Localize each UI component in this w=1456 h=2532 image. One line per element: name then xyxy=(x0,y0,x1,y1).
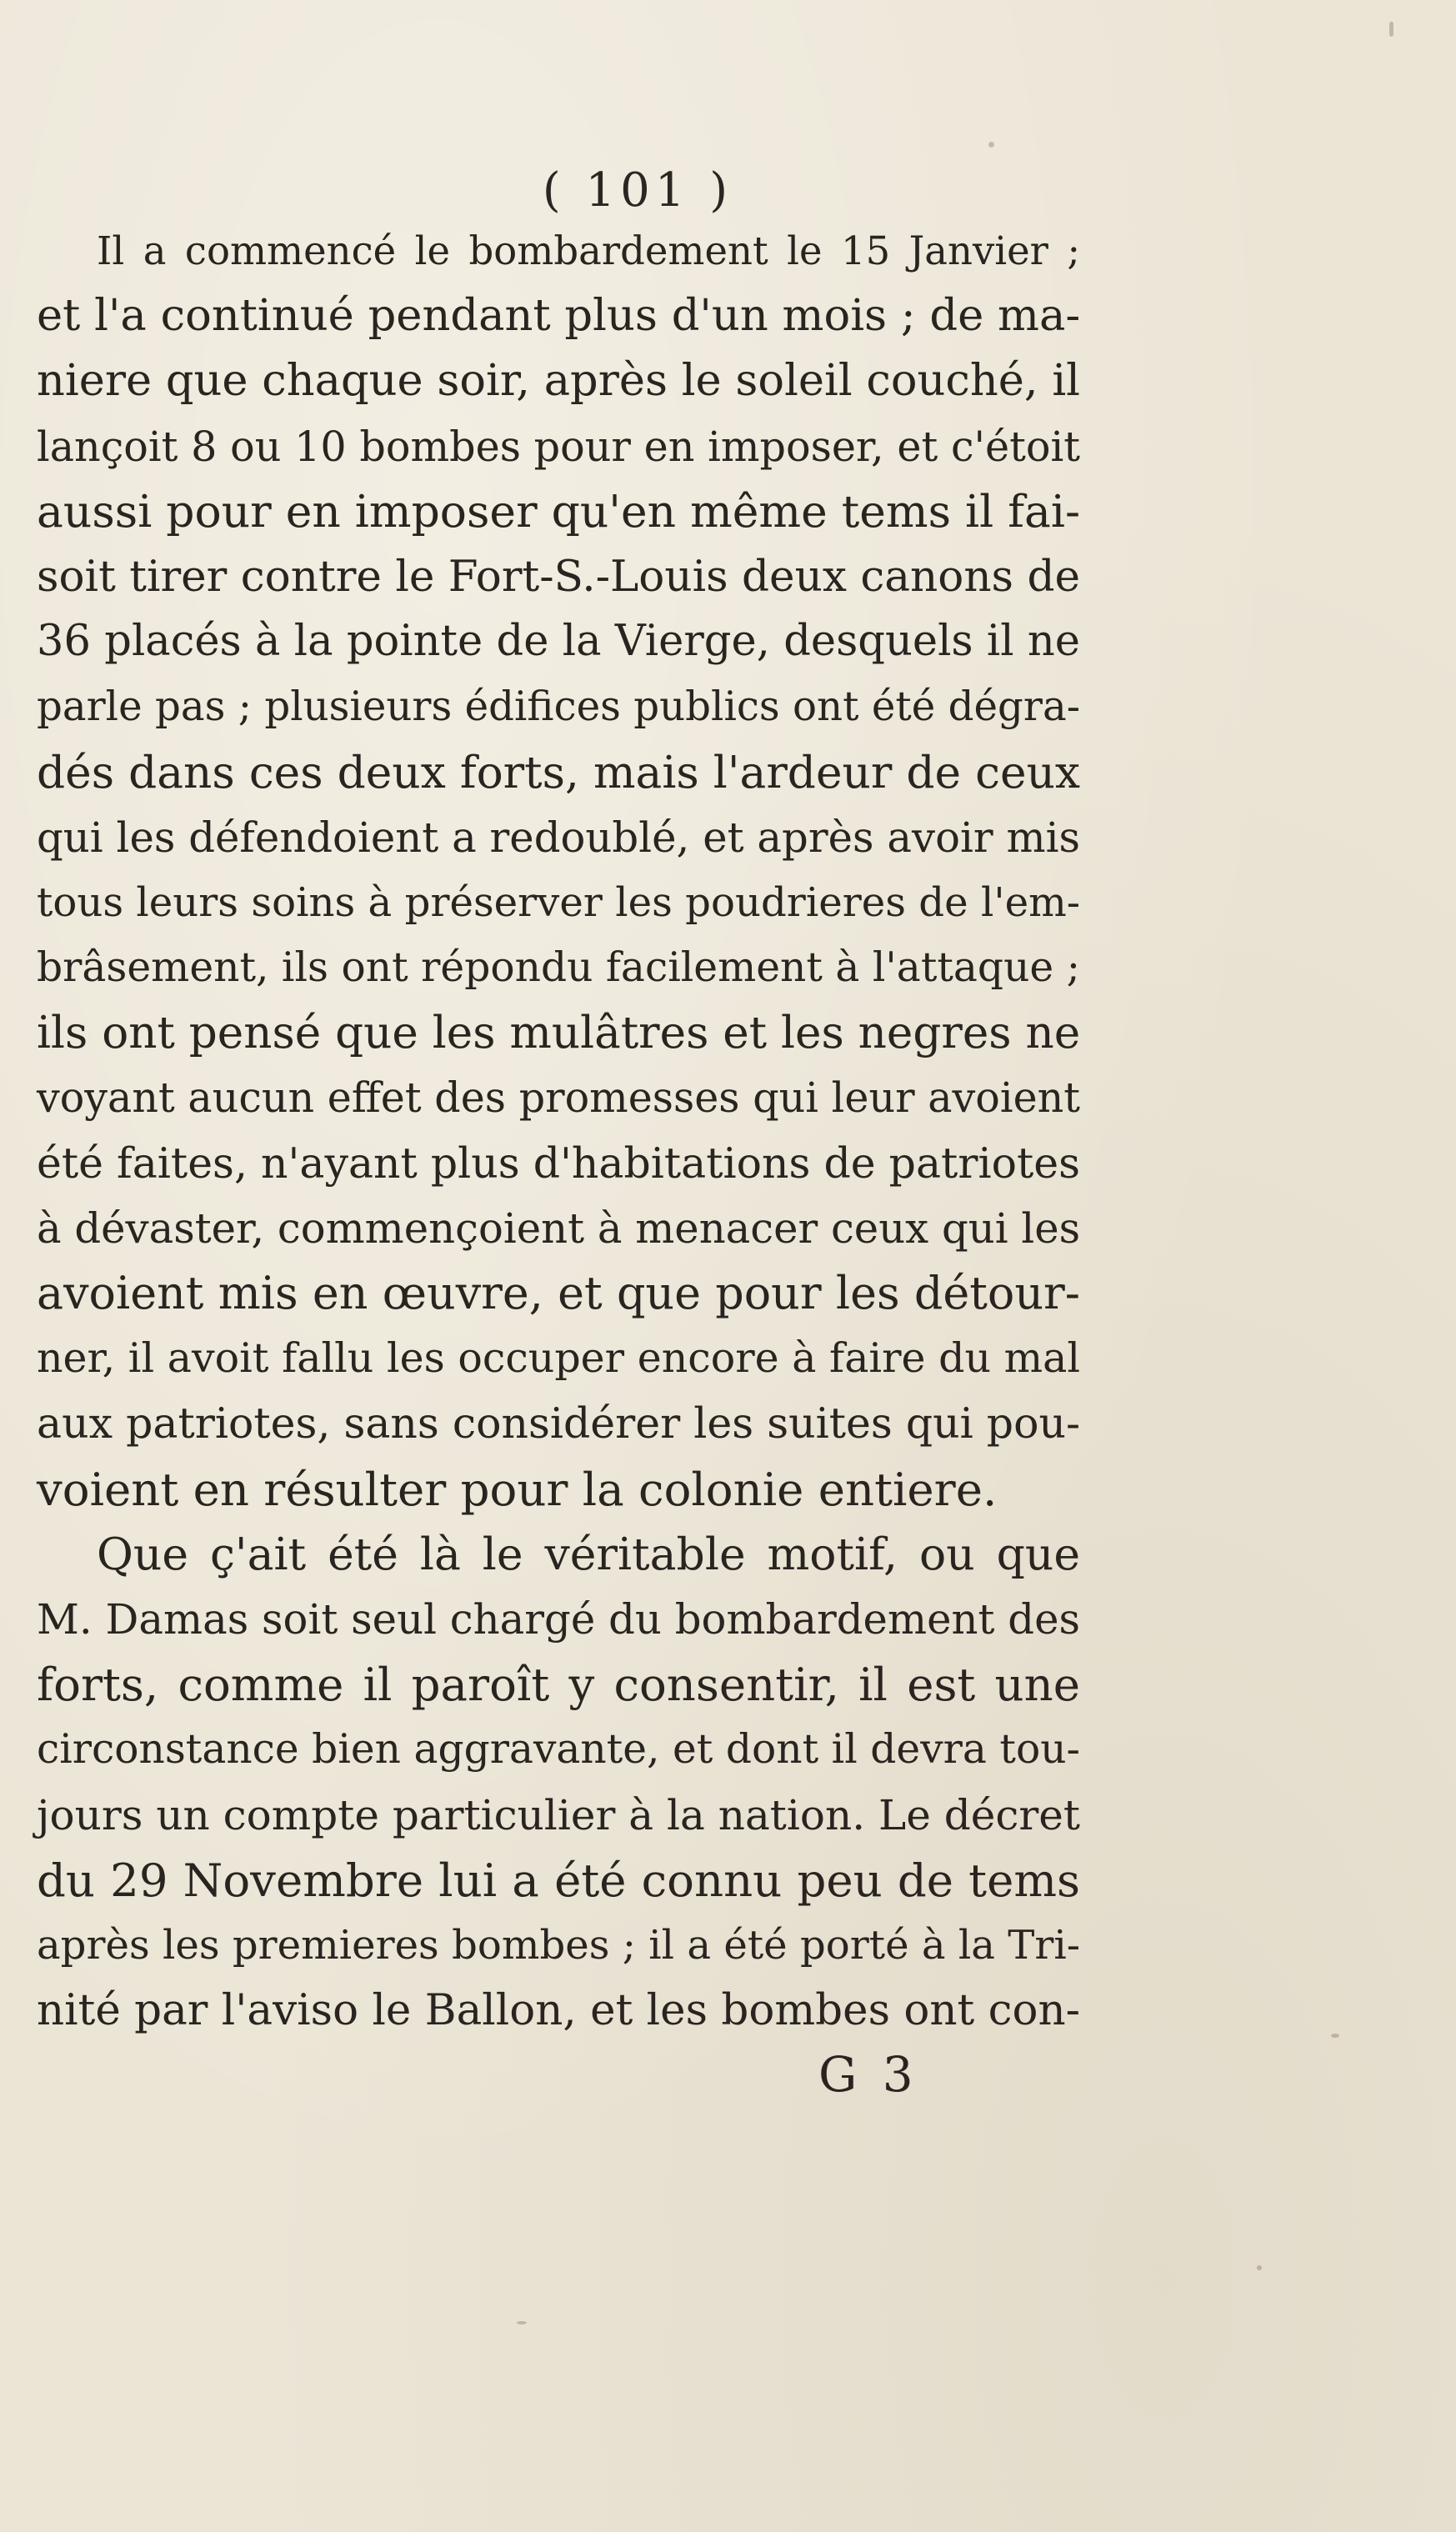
text-line: lançoit 8 ou 10 bombes pour en imposer, et c'étoit xyxy=(37,422,1080,471)
text-line: nité par l'aviso le Ballon, et les bombes ont con- xyxy=(37,1985,1080,2036)
ink-speck xyxy=(988,142,994,148)
text-line: M. Damas soit seul chargé du bombardement des xyxy=(37,1594,1080,1644)
text-line: été faites, n'ayant plus d'habitations de patriotes xyxy=(37,1138,1080,1188)
text-line: aux patriotes, sans considérer les suites qui pou- xyxy=(37,1399,1080,1449)
text-line: brâsement, ils ont répondu facilement à l'attaque ; xyxy=(37,944,1081,992)
text-line: à dévaster, commençoient à menacer ceux qui les xyxy=(37,1203,1081,1253)
text-line: soit tirer contre le Fort-S.-Louis deux canons de xyxy=(37,551,1081,602)
page-number: ( 101 ) xyxy=(542,163,733,218)
text-line: Il a commencé le bombardement le 15 Janvier ; xyxy=(97,228,1080,273)
text-line: après les premieres bombes ; il a été porté à la Tri- xyxy=(37,1921,1080,1969)
text-line: tous leurs soins à préserver les poudrieres de l'em- xyxy=(37,878,1080,926)
paragraph-2 xyxy=(37,1522,1080,2044)
text-line: qui les défendoient a redoublé, et après avoir mis xyxy=(37,813,1080,862)
paragraph-1 xyxy=(37,218,1080,1522)
text-line: forts, comme il paroît y consentir, il est une xyxy=(37,1658,1080,1712)
text-line: dés dans ces deux forts, mais l'ardeur de ceux xyxy=(37,745,1080,798)
text-line: du 29 Novembre lui a été connu peu de tems xyxy=(37,1853,1080,1907)
text-line: ner, il avoit fallu les occuper encore à faire du mal xyxy=(37,1334,1080,1383)
text-line: 36 placés à la pointe de la Vierge, desquels il ne xyxy=(37,617,1080,667)
text-line: ils ont pensé que les mulâtres et les negres ne xyxy=(37,1007,1081,1059)
text-line: niere que chaque soir, après le soleil couché, il xyxy=(37,355,1080,407)
text-line: et l'a continué pendant plus d'un mois ; de ma- xyxy=(37,290,1081,342)
text-line: jours un compte particulier à la nation. Le décret xyxy=(37,1790,1080,1839)
signature-mark: G 3 xyxy=(818,2046,918,2103)
ink-speck xyxy=(1331,2034,1339,2038)
text-line: aussi pour en imposer qu'en même tems il fai- xyxy=(37,484,1081,538)
text-line: voyant aucun effet des promesses qui leur avoient xyxy=(37,1073,1080,1123)
text-line: circonstance bien aggravante, et dont il devra tou- xyxy=(37,1726,1080,1774)
ink-speck xyxy=(1389,22,1393,37)
text-line: parle pas ; plusieurs édifices publics ont été dégra- xyxy=(37,683,1080,731)
ink-speck xyxy=(1257,2265,1262,2270)
text-line: Que ç'ait été là le véritable motif, ou que xyxy=(97,1527,1080,1580)
body-text xyxy=(37,218,1080,2043)
text-line: avoient mis en œuvre, et que pour les détour- xyxy=(37,1267,1080,1319)
ink-speck xyxy=(517,2321,527,2324)
text-line: voient en résulter pour la colonie entiere. xyxy=(37,1462,998,1516)
